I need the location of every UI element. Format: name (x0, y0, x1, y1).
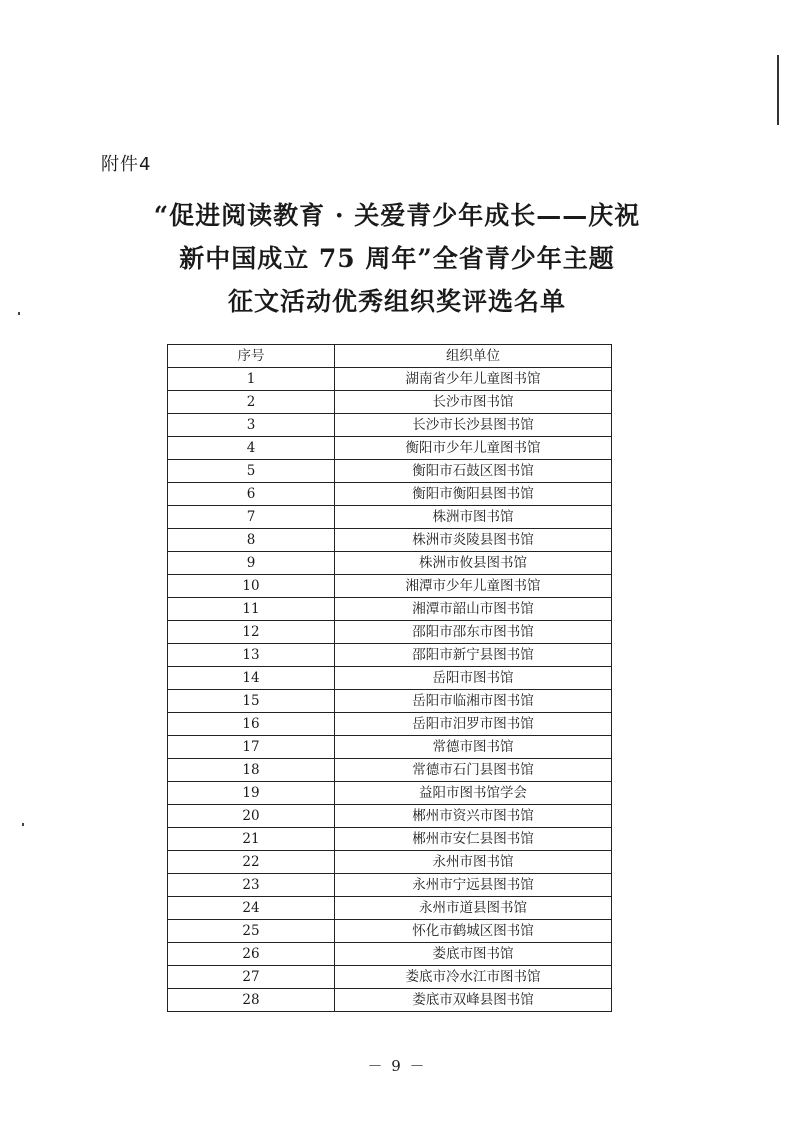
table-row (168, 782, 612, 805)
row-index: 9 (168, 552, 335, 575)
row-unit: 常德市石门县图书馆 (335, 759, 612, 782)
row-unit: 邵阳市邵东市图书馆 (335, 621, 612, 644)
row-unit: 永州市道县图书馆 (335, 897, 612, 920)
row-unit: 衡阳市衡阳县图书馆 (335, 483, 612, 506)
document-title (80, 194, 714, 323)
table-row (168, 736, 612, 759)
column-header-unit: 组织单位 (335, 345, 612, 368)
row-index: 16 (168, 713, 335, 736)
row-unit: 永州市图书馆 (335, 851, 612, 874)
table-row (168, 575, 612, 598)
row-index: 2 (168, 391, 335, 414)
title-line-3: 征文活动优秀组织奖评选名单 (227, 287, 566, 316)
row-unit: 衡阳市石鼓区图书馆 (335, 460, 612, 483)
row-unit: 怀化市鹤城区图书馆 (335, 920, 612, 943)
scan-speck (22, 823, 24, 826)
table-row (168, 437, 612, 460)
row-index: 6 (168, 483, 335, 506)
row-index: 13 (168, 644, 335, 667)
table-row (168, 805, 612, 828)
row-index: 12 (168, 621, 335, 644)
row-unit: 湘潭市韶山市图书馆 (335, 598, 612, 621)
table-row (168, 667, 612, 690)
row-unit: 娄底市图书馆 (335, 943, 612, 966)
row-index: 18 (168, 759, 335, 782)
row-unit: 娄底市双峰县图书馆 (335, 989, 612, 1012)
row-index: 7 (168, 506, 335, 529)
row-index: 5 (168, 460, 335, 483)
row-index: 28 (168, 989, 335, 1012)
row-index: 1 (168, 368, 335, 391)
table-row (168, 966, 612, 989)
row-index: 4 (168, 437, 335, 460)
table-row (168, 897, 612, 920)
row-unit: 娄底市冷水江市图书馆 (335, 966, 612, 989)
table-row (168, 368, 612, 391)
row-unit: 长沙市长沙县图书馆 (335, 414, 612, 437)
row-index: 25 (168, 920, 335, 943)
table-row (168, 391, 612, 414)
table-row (168, 690, 612, 713)
award-list-table (167, 344, 612, 1012)
table-row (168, 598, 612, 621)
row-unit: 永州市宁远县图书馆 (335, 874, 612, 897)
row-index: 15 (168, 690, 335, 713)
row-unit: 岳阳市图书馆 (335, 667, 612, 690)
row-index: 10 (168, 575, 335, 598)
table-row (168, 989, 612, 1012)
title-line-2: 新中国成立 75 周年”全省青少年主题 (179, 244, 615, 273)
table-row (168, 483, 612, 506)
row-unit: 常德市图书馆 (335, 736, 612, 759)
row-unit: 岳阳市临湘市图书馆 (335, 690, 612, 713)
row-index: 27 (168, 966, 335, 989)
row-index: 20 (168, 805, 335, 828)
row-index: 24 (168, 897, 335, 920)
row-index: 23 (168, 874, 335, 897)
row-index: 19 (168, 782, 335, 805)
row-index: 17 (168, 736, 335, 759)
row-unit: 长沙市图书馆 (335, 391, 612, 414)
row-unit: 郴州市资兴市图书馆 (335, 805, 612, 828)
scan-speck (18, 312, 20, 315)
row-unit: 湖南省少年儿童图书馆 (335, 368, 612, 391)
title-line-1: “促进阅读教育 · 关爱青少年成长——庆祝 (153, 201, 641, 230)
row-unit: 株洲市图书馆 (335, 506, 612, 529)
row-unit: 郴州市安仁县图书馆 (335, 828, 612, 851)
table-row (168, 552, 612, 575)
row-unit: 益阳市图书馆学会 (335, 782, 612, 805)
row-unit: 株洲市炎陵县图书馆 (335, 529, 612, 552)
column-header-index: 序号 (168, 345, 335, 368)
table-row (168, 943, 612, 966)
table-row (168, 874, 612, 897)
table-row (168, 644, 612, 667)
row-unit: 岳阳市汨罗市图书馆 (335, 713, 612, 736)
row-unit: 株洲市攸县图书馆 (335, 552, 612, 575)
attachment-label: 附件4 (101, 154, 152, 175)
table-row (168, 506, 612, 529)
table-row (168, 759, 612, 782)
row-index: 22 (168, 851, 335, 874)
page-number: － 9 － (367, 1057, 427, 1075)
table-row (168, 713, 612, 736)
row-unit: 湘潭市少年儿童图书馆 (335, 575, 612, 598)
row-unit: 衡阳市少年儿童图书馆 (335, 437, 612, 460)
table-row (168, 828, 612, 851)
table-row (168, 414, 612, 437)
table-row (168, 851, 612, 874)
row-index: 26 (168, 943, 335, 966)
table-header-row (168, 345, 612, 368)
table-row (168, 621, 612, 644)
table-row (168, 529, 612, 552)
page-edge-mark (777, 55, 779, 125)
row-index: 14 (168, 667, 335, 690)
row-index: 21 (168, 828, 335, 851)
row-unit: 邵阳市新宁县图书馆 (335, 644, 612, 667)
table-row (168, 920, 612, 943)
row-index: 11 (168, 598, 335, 621)
table-row (168, 460, 612, 483)
row-index: 8 (168, 529, 335, 552)
row-index: 3 (168, 414, 335, 437)
